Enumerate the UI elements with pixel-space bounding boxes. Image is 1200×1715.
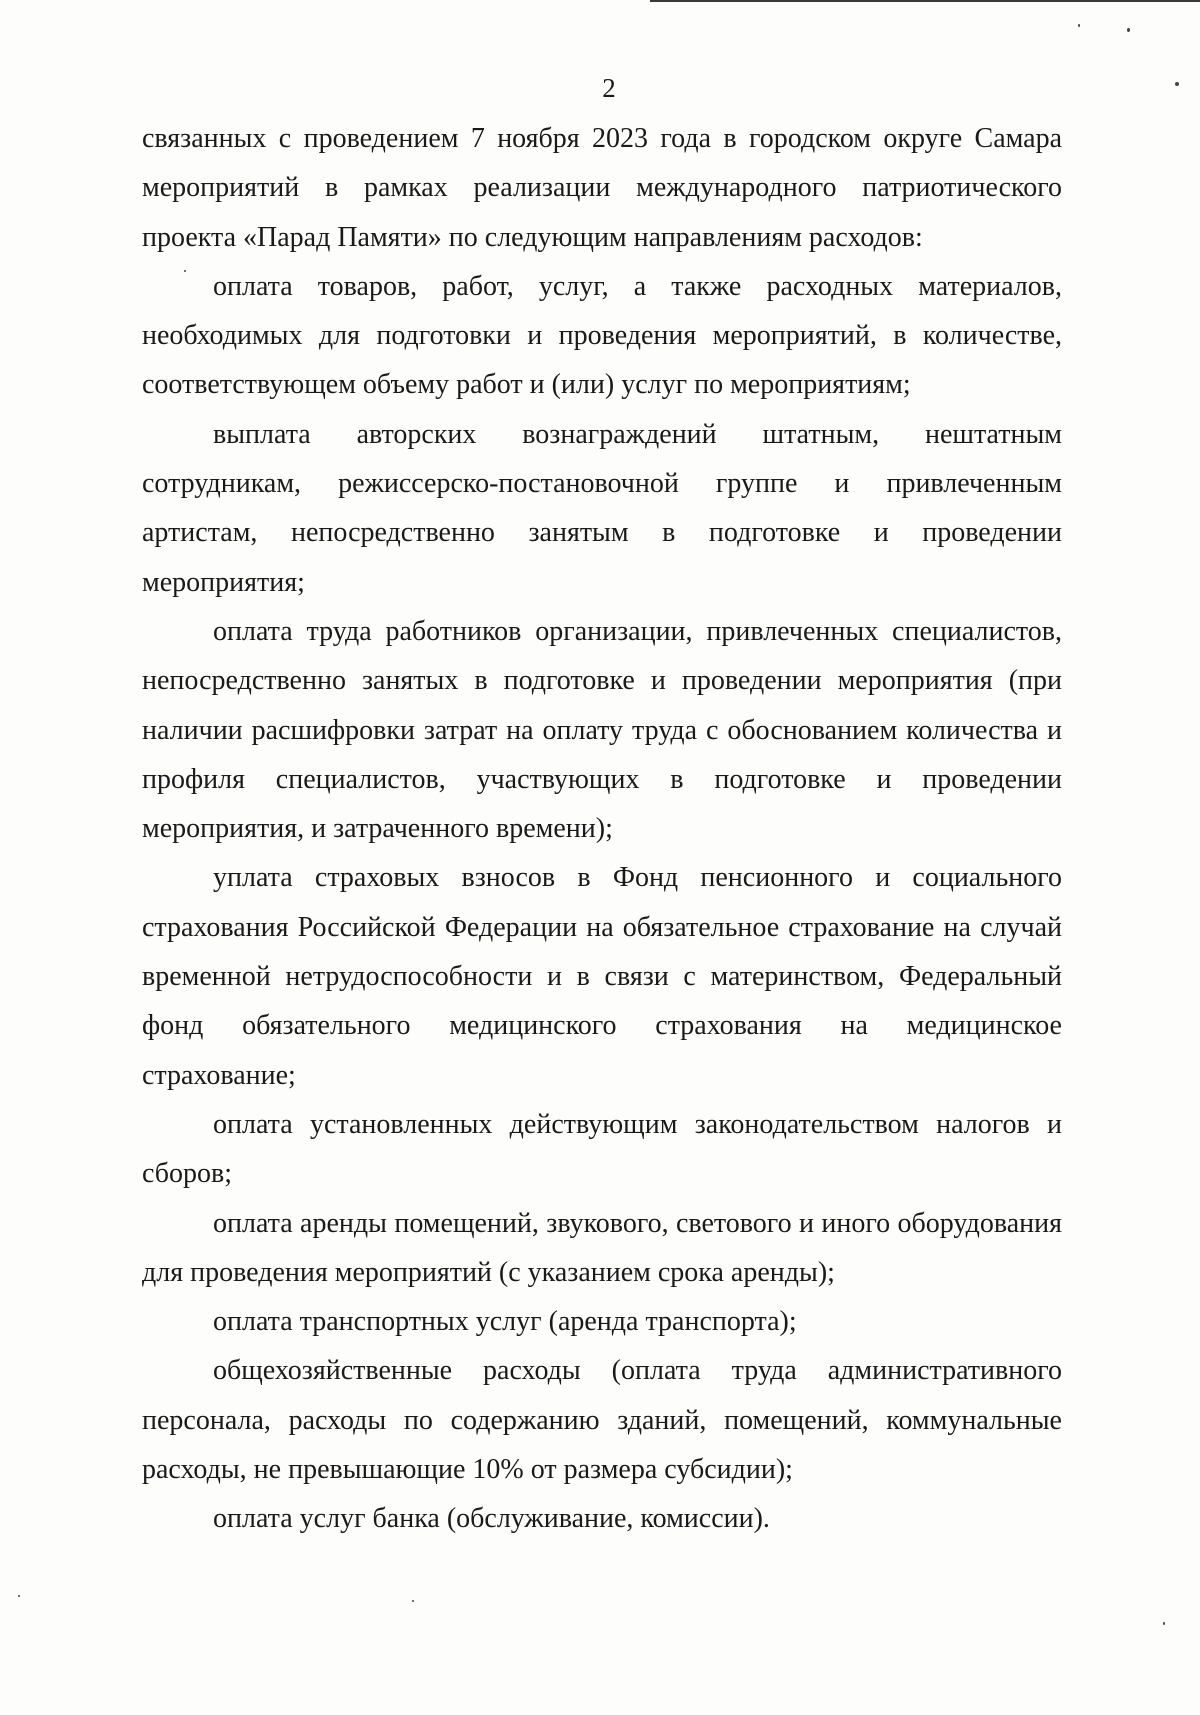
paragraph-bank-services: оплата услуг банка (обслуживание, комиссии).: [213, 1503, 770, 1535]
paragraph-taxes-fees: оплата установленных действующим законодательством налогов и сборов;: [142, 1108, 1062, 1190]
page-number: 2: [602, 73, 616, 103]
scan-speck: [412, 1600, 414, 1602]
scan-speck: [1078, 24, 1080, 27]
paragraph-transport: оплата транспортных услуг (аренда транспорта);: [213, 1306, 797, 1338]
scan-speck: [18, 1595, 20, 1597]
paragraph-labor-payment: оплата труда работников организации, привлеченных специалистов, непосредственно занятых в подготовке и проведении мероприятия (при наличии расшифровки затрат на оплату труда с обоснованием количества и профиля специалистов, участвующих в подготовке и проведении мероприятия, и затраченного времени);: [142, 615, 1062, 845]
paragraph-intro: связанных с проведением 7 ноября 2023 года в городском округе Самара мероприятий в рамках реализации международного патриотического проекта «Парад Памяти» по следующим направлениям расходов:: [142, 123, 1062, 253]
top-edge-rule: [650, 0, 1200, 2]
scan-speck: [1127, 28, 1130, 32]
paragraph-insurance-contributions: уплата страховых взносов в Фонд пенсионного и социального страхования Российской Федерации на обязательное страхование на случай временной нетрудоспособности и в связи с материнством, Федеральный фонд обязательного медицинского страхования на медицинское страхование;: [142, 862, 1062, 1091]
document-body: [142, 114, 1062, 1544]
paragraph-goods-services: оплата товаров, работ, услуг, а также расходных материалов, необходимых для подготовки и проведения мероприятий, в количестве, соответствующем объему работ и (или) услуг по мероприятиям;: [142, 270, 1062, 401]
paragraph-rental: оплата аренды помещений, звукового, светового и иного оборудования для проведения мероприятий (с указанием срока аренды);: [142, 1207, 1062, 1288]
scan-speck: [1163, 1622, 1165, 1625]
paragraph-author-fees: выплата авторских вознаграждений штатным, нештатным сотрудникам, режиссерско-постановочной группе и привлеченным артистам, непосредственно занятым в подготовке и проведении мероприятия;: [142, 418, 1062, 598]
paragraph-overhead: общехозяйственные расходы (оплата труда административного персонала, расходы по содержанию зданий, помещений, коммунальные расходы, не превышающие 10% от размера субсидии);: [142, 1355, 1062, 1486]
